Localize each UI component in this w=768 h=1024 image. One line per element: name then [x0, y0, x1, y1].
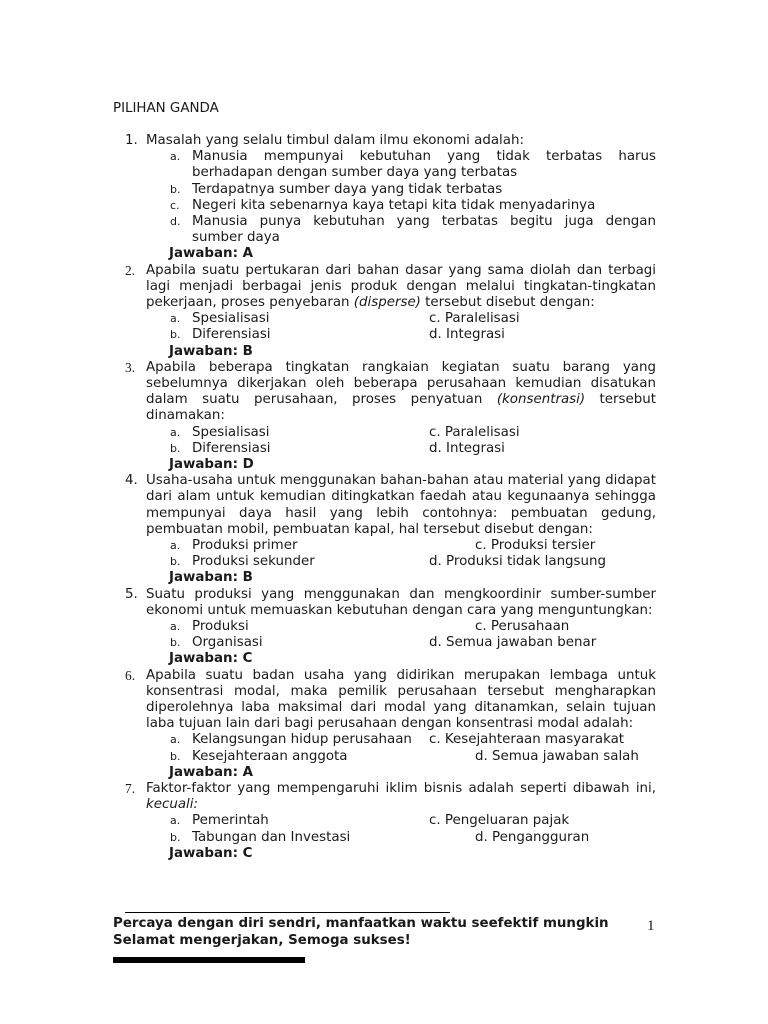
option-letter: d. — [170, 215, 181, 229]
footer — [113, 915, 609, 949]
footer-bottom-rule — [113, 957, 305, 963]
question-number: 6. — [125, 667, 136, 683]
question-number: 4. — [125, 473, 138, 489]
footer-greeting: Selamat mengerjakan, Semoga sukses! — [113, 933, 411, 948]
answer-option-row — [146, 441, 656, 457]
answer-options — [146, 149, 656, 246]
footer-motto: Percaya dengan diri sendri, manfaatkan waktu seefektif mungkin — [113, 916, 609, 931]
question-stem: Suatu produksi yang menggunakan dan mengkoordinir sumber-sumber ekonomi untuk memuaskan kebutuhan dengan cara yang menguntungkan: — [146, 586, 656, 618]
answer-option — [146, 619, 249, 635]
question-stem: Apabila suatu pertukaran dari bahan dasar yang sama diolah dan terbagi lagi menjadi berbagai jenis produk dengan melalui tingkatan-tingkatan pekerjaan, proses penyebaran (disperse) tersebut disebut dengan: — [146, 262, 656, 311]
option-letter: b. — [170, 749, 181, 763]
answer-option — [429, 327, 505, 343]
answer-option — [146, 813, 269, 829]
question-number: 7. — [125, 780, 136, 796]
answer-option — [429, 425, 520, 441]
option-text: d. Integrasi — [429, 327, 505, 343]
option-letter: a. — [170, 814, 181, 828]
option-text: d. Produksi tidak langsung — [429, 554, 607, 570]
answer-option — [146, 732, 412, 748]
answer-key: Jawaban: A — [169, 764, 253, 780]
question-stem: Apabila beberapa tingkatan rangkaian kegiatan suatu barang yang sebelumnya dikerjakan oleh beberapa perusahaan kemudian disatukan dalam suatu perusahaan, proses penyatuan (konsentrasi) tersebut dinamakan: — [146, 359, 656, 424]
answer-option-row — [146, 635, 656, 651]
option-letter: a. — [170, 733, 181, 747]
question-number: 1. — [125, 133, 138, 148]
answer-option-row — [146, 538, 656, 554]
option-text: d. Integrasi — [429, 440, 505, 456]
answer-option — [429, 635, 596, 651]
answer-key: Jawaban: C — [169, 845, 253, 861]
option-letter: b. — [170, 830, 181, 844]
answer-option — [146, 749, 347, 765]
answer-option-row — [146, 425, 656, 441]
answer-option-row — [146, 311, 656, 327]
answer-options — [146, 732, 656, 764]
question-number: 5. — [125, 586, 138, 602]
option-letter: a. — [170, 425, 181, 439]
footer-top-rule — [125, 912, 450, 913]
option-text: Spesialisasi — [192, 424, 270, 440]
option-letter: b. — [170, 555, 181, 569]
answer-option — [146, 198, 656, 214]
option-letter: a. — [170, 539, 181, 553]
question-item — [113, 263, 656, 360]
option-text: Produksi sekunder — [192, 554, 315, 570]
answer-option — [146, 149, 656, 181]
answer-option-row — [146, 830, 656, 846]
option-letter: c. — [170, 198, 180, 212]
option-text: Produksi — [192, 619, 249, 634]
answer-option — [146, 635, 263, 651]
question-item — [113, 587, 656, 668]
answer-option-row — [146, 619, 656, 635]
option-text: Negeri kita sebenarnya kaya tetapi kita tidak menyadarinya — [192, 197, 596, 213]
option-letter: b. — [170, 441, 181, 455]
answer-option — [146, 441, 271, 457]
answer-option-row — [146, 554, 656, 570]
answer-options — [146, 538, 656, 570]
answer-option-row — [146, 327, 656, 343]
page-number: 1 — [647, 918, 655, 934]
option-text: Diferensiasi — [192, 327, 271, 343]
option-text: Spesialisasi — [192, 311, 270, 327]
option-text: Terdapatnya sumber daya yang tidak terbatas — [192, 181, 503, 197]
option-text: c. Perusahaan — [475, 619, 570, 634]
answer-option-row — [146, 749, 656, 765]
question-item — [113, 668, 656, 781]
answer-key: Jawaban: B — [169, 570, 253, 586]
answer-option — [146, 425, 269, 441]
question-stem: Faktor-faktor yang mempengaruhi iklim bisnis adalah seperti dibawah ini, kecuali: — [146, 780, 656, 813]
question-list — [113, 133, 656, 862]
option-letter: a. — [170, 150, 181, 164]
page-title: PILIHAN GANDA — [113, 101, 219, 116]
option-text: Pemerintah — [192, 813, 269, 829]
answer-key: Jawaban: C — [169, 651, 253, 667]
option-letter: a. — [170, 620, 181, 633]
question-stem: Usaha-usaha untuk menggunakan bahan-bahan atau material yang didapat dari alam untuk kemudian ditingkatkan faedah atau kegunaanya sehingga mempunyai daya hasil yang lebih contohnya: pembuatan gedung, pembuatan mobil, pembuatan kapal, hal tersebut disebut dengan: — [146, 473, 656, 537]
option-text: d. Pengangguran — [475, 829, 590, 845]
option-text: Organisasi — [192, 635, 263, 651]
option-text: d. Semua jawaban salah — [475, 748, 639, 764]
answer-option-row — [146, 813, 656, 829]
answer-options — [146, 813, 656, 845]
answer-option — [146, 311, 269, 327]
answer-key: Jawaban: D — [169, 457, 254, 472]
option-letter: a. — [170, 312, 181, 326]
question-stem: Masalah yang selalu timbul dalam ilmu ekonomi adalah: — [146, 133, 524, 148]
answer-option — [475, 538, 595, 554]
option-text: c. Kesejahteraan masyarakat — [429, 732, 625, 748]
answer-option — [146, 327, 271, 343]
question-item — [113, 473, 656, 586]
option-text: c. Produksi tersier — [475, 538, 596, 554]
answer-option — [146, 554, 315, 570]
option-text: Kesejahteraan anggota — [192, 748, 348, 764]
option-text: Kelangsungan hidup perusahaan — [192, 732, 412, 748]
question-number: 3. — [125, 359, 136, 375]
answer-option — [429, 813, 569, 829]
answer-option — [429, 554, 606, 570]
option-text: Diferensiasi — [192, 440, 271, 456]
answer-option — [475, 749, 639, 765]
option-text: Manusia mempunyai kebutuhan yang tidak terbatas harus berhadapan dengan sumber daya yang terbatas — [192, 149, 656, 181]
answer-options — [146, 311, 656, 343]
answer-options — [146, 425, 656, 457]
answer-option — [146, 182, 656, 198]
option-text: Produksi primer — [192, 538, 298, 554]
answer-option — [429, 732, 624, 748]
answer-key: Jawaban: A — [169, 246, 253, 262]
option-text: c. Paralelisasi — [429, 424, 520, 440]
question-stem: Apabila suatu badan usaha yang didirikan merupakan lembaga untuk konsentrasi modal, maka pemilik perusahaan tersebut mengharapkan diperolehnya laba maksimal dari modal yang ditanamkan, selain tujuan laba tujuan lain dari bagi perusahaan dengan konsentrasi modal adalah: — [146, 667, 656, 732]
question-number: 2. — [125, 262, 136, 278]
answer-option — [429, 441, 505, 457]
answer-option-row — [146, 732, 656, 748]
option-text: c. Paralelisasi — [429, 311, 520, 327]
answer-option — [146, 214, 656, 246]
answer-key: Jawaban: B — [169, 343, 253, 359]
answer-option — [146, 538, 297, 554]
option-letter: b. — [170, 328, 181, 342]
option-text: d. Semua jawaban benar — [429, 635, 597, 651]
answer-option — [429, 311, 520, 327]
question-item — [113, 133, 656, 263]
option-letter: b. — [170, 636, 181, 650]
answer-options — [146, 619, 656, 651]
option-text: Tabungan dan Investasi — [192, 829, 351, 845]
answer-option — [475, 830, 589, 846]
option-text: c. Pengeluaran pajak — [429, 813, 570, 829]
question-item — [113, 781, 656, 862]
answer-option — [475, 619, 569, 635]
option-text: Manusia punya kebutuhan yang terbatas begitu juga dengan sumber daya — [192, 214, 656, 246]
answer-option — [146, 830, 350, 846]
option-letter: b. — [170, 182, 181, 196]
question-item — [113, 360, 656, 473]
